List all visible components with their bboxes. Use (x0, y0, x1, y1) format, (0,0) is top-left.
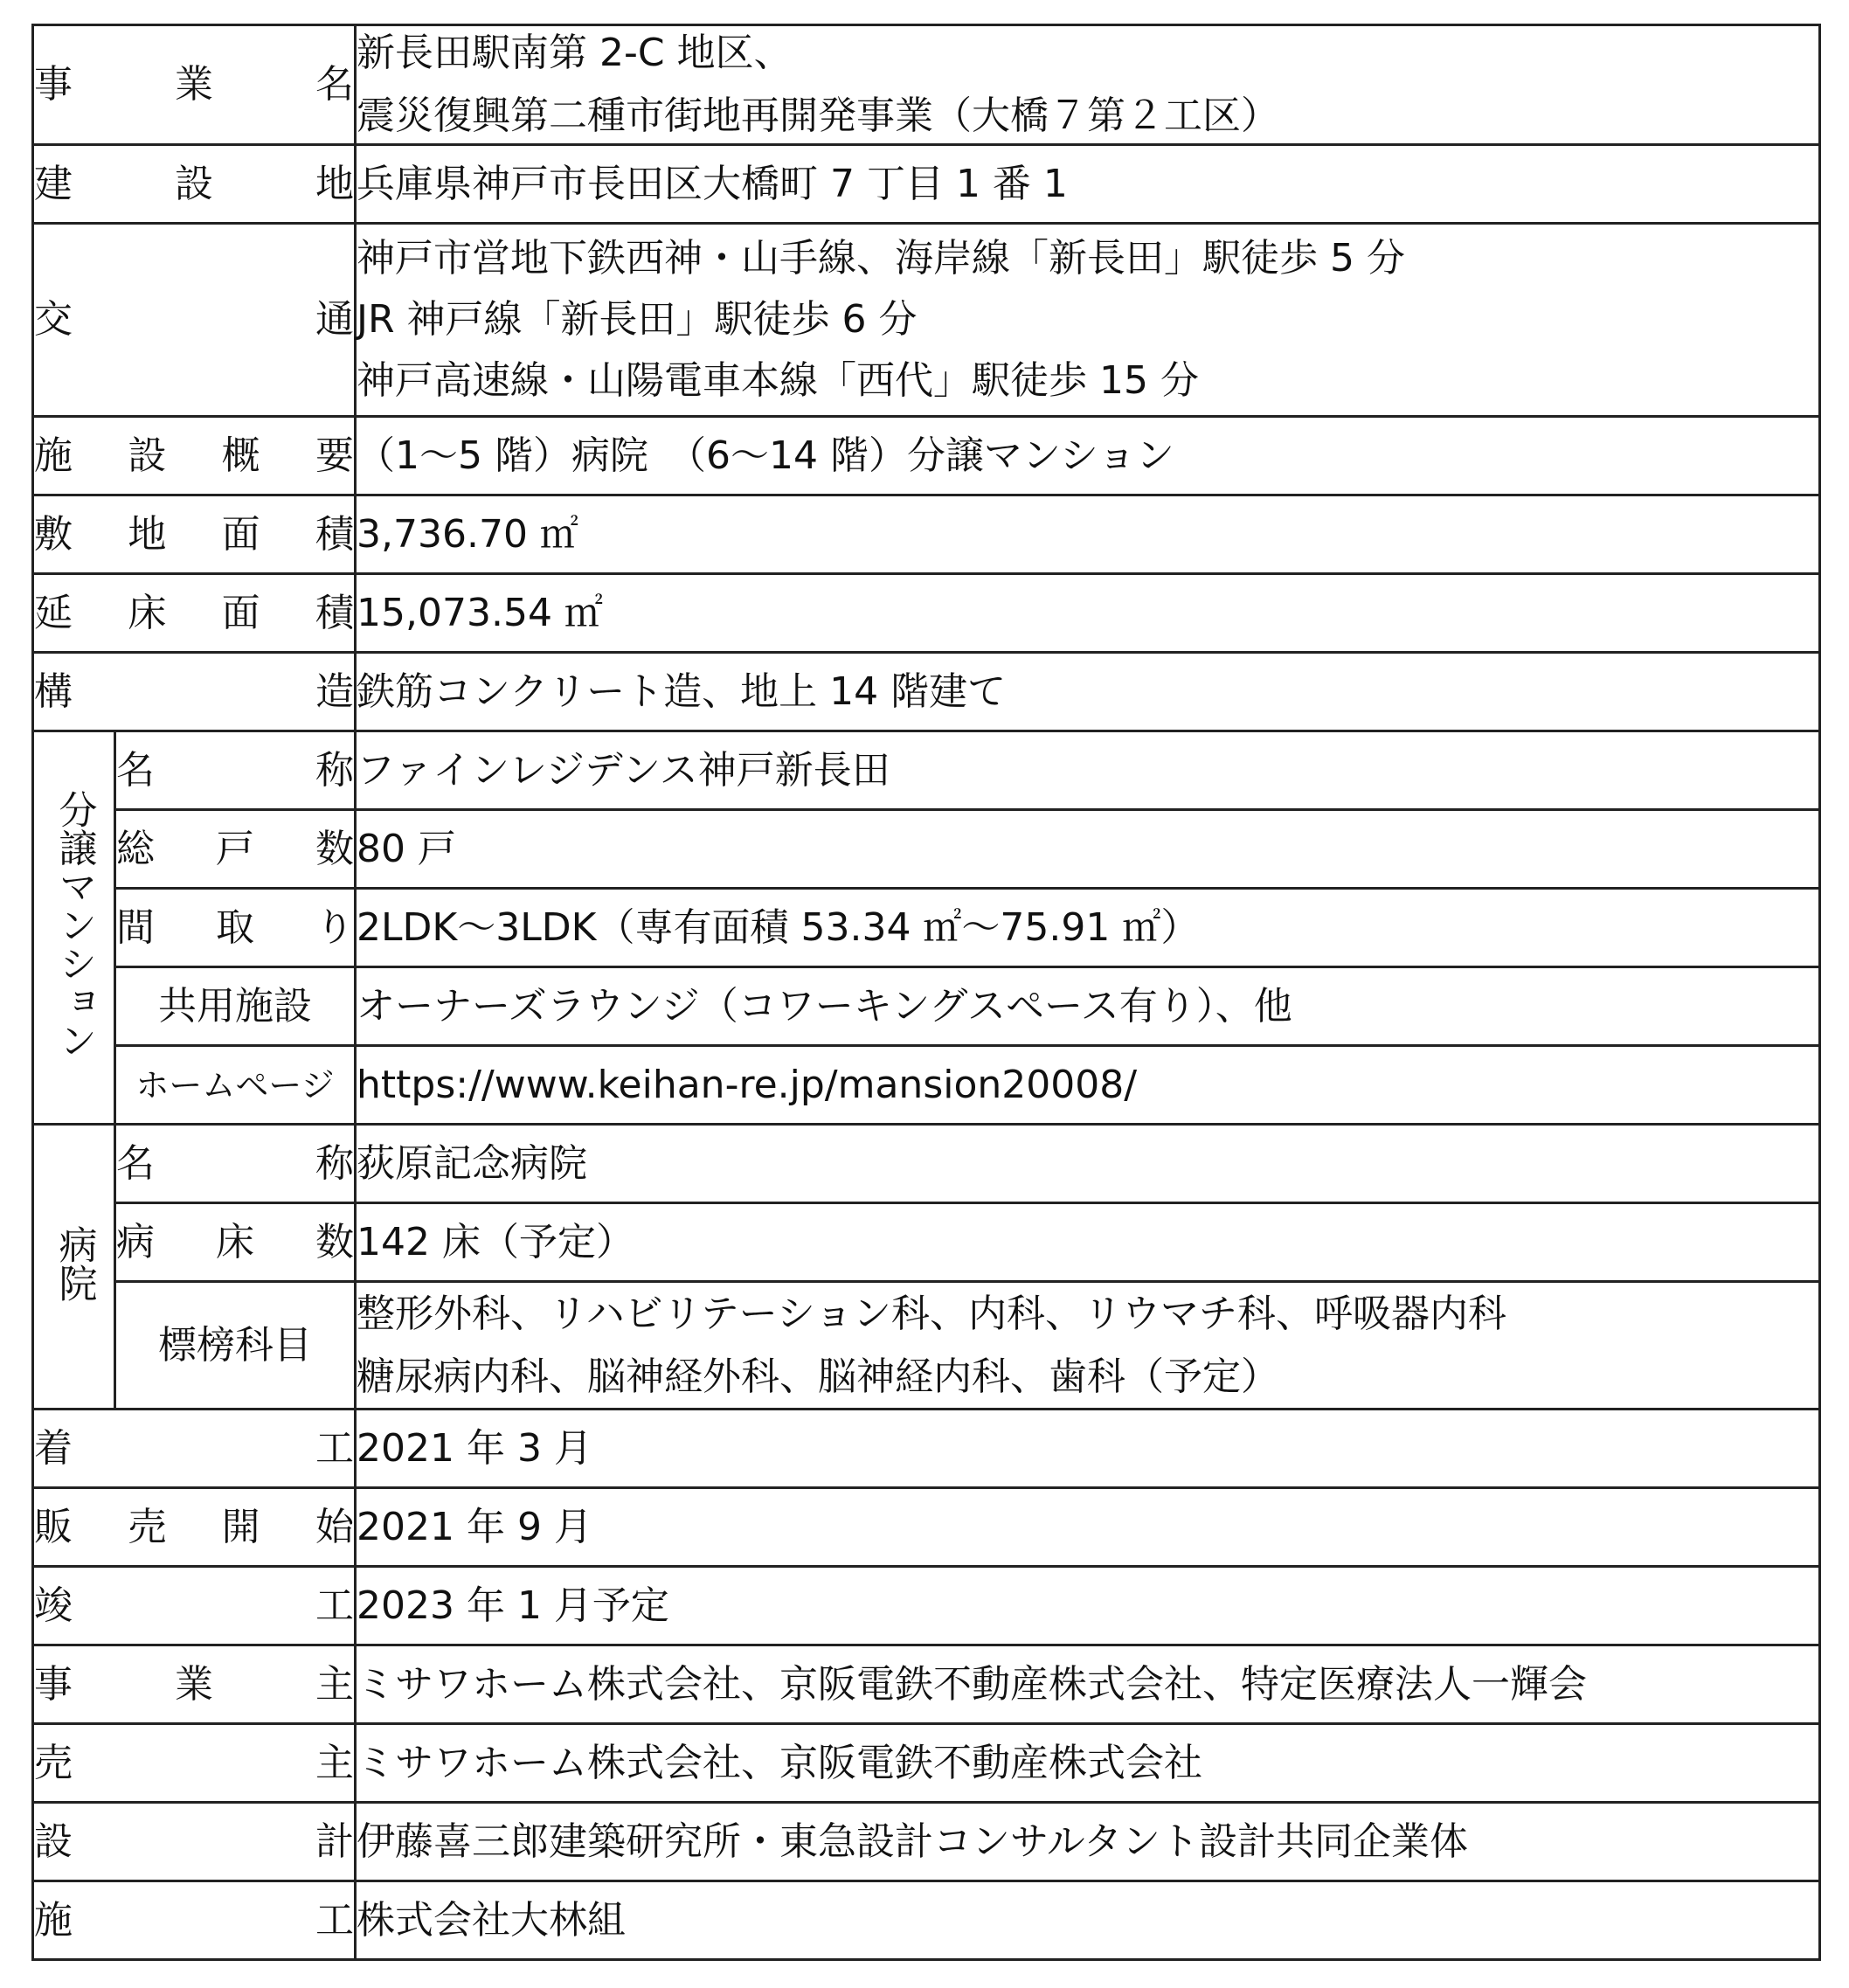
label-project-name: 事 業 名 (33, 25, 356, 145)
value-facility: （1～5 階）病院 （6～14 階）分譲マンション (356, 417, 1820, 495)
label-hospital-beds: 病 床 数 (115, 1203, 356, 1282)
row-site-area (33, 495, 1820, 574)
label-developer: 事 業 主 (33, 1645, 356, 1724)
label-construction-start: 着 工 (33, 1410, 356, 1488)
value-construction: 株式会社大林組 (356, 1881, 1820, 1960)
row-seller (33, 1724, 1820, 1803)
value-site-area: 3,736.70 ㎡ (356, 495, 1820, 574)
row-condo-homepage (33, 1046, 1820, 1125)
value-condo-layout: 2LDK～3LDK（専有面積 53.34 ㎡～75.91 ㎡） (356, 889, 1820, 967)
row-structure (33, 653, 1820, 731)
value-hospital-name: 荻原記念病院 (356, 1125, 1820, 1203)
value-developer: ミサワホーム株式会社、京阪電鉄不動産株式会社、特定医療法人一輝会 (356, 1645, 1820, 1724)
value-condo-name: ファインレジデンス神戸新長田 (356, 731, 1820, 810)
label-sales-start: 販 売 開 始 (33, 1488, 356, 1567)
value-sales-start: 2021 年 9 月 (356, 1488, 1820, 1567)
value-condo-shared: オーナーズラウンジ（コワーキングスペース有り）、他 (356, 967, 1820, 1046)
project-spec-table (31, 24, 1821, 1961)
group-label-condo: 分譲マンション (33, 731, 115, 1125)
label-condo-shared: 共用施設 (115, 967, 356, 1046)
row-floor-area (33, 574, 1820, 653)
row-sales-start (33, 1488, 1820, 1567)
row-hospital-name (33, 1125, 1820, 1203)
label-floor-area: 延 床 面 積 (33, 574, 356, 653)
value-project-name: 新長田駅南第 2-C 地区、 震災復興第二種市街地再開発事業（大橋７第２工区） (356, 25, 1820, 145)
row-construction-start (33, 1410, 1820, 1488)
row-developer (33, 1645, 1820, 1724)
label-construction: 施 工 (33, 1881, 356, 1960)
row-facility (33, 417, 1820, 495)
label-structure: 構 造 (33, 653, 356, 731)
label-condo-name: 名 称 (115, 731, 356, 810)
row-condo-shared (33, 967, 1820, 1046)
value-structure: 鉄筋コンクリート造、地上 14 階建て (356, 653, 1820, 731)
row-transport (33, 224, 1820, 417)
value-hospital-departments: 整形外科、リハビリテーション科、内科、リウマチ科、呼吸器内科 糖尿病内科、脳神経外科、脳神経内科、歯科（予定） (356, 1282, 1820, 1410)
label-completion: 竣 工 (33, 1567, 356, 1645)
value-floor-area: 15,073.54 ㎡ (356, 574, 1820, 653)
row-completion (33, 1567, 1820, 1645)
value-construction-start: 2021 年 3 月 (356, 1410, 1820, 1488)
label-design: 設 計 (33, 1803, 356, 1881)
label-site-area: 敷 地 面 積 (33, 495, 356, 574)
row-design (33, 1803, 1820, 1881)
row-condo-name (33, 731, 1820, 810)
homepage-link[interactable]: https://www.keihan-re.jp/mansion20008/ (356, 1046, 1820, 1125)
value-hospital-beds: 142 床（予定） (356, 1203, 1820, 1282)
row-hospital-departments (33, 1282, 1820, 1410)
value-transport: 神戸市営地下鉄西神・山手線、海岸線「新長田」駅徒歩 5 分 JR 神戸線「新長田」駅徒歩 6 分 神戸高速線・山陽電車本線「西代」駅徒歩 15 分 (356, 224, 1820, 417)
value-seller: ミサワホーム株式会社、京阪電鉄不動産株式会社 (356, 1724, 1820, 1803)
value-site: 兵庫県神戸市長田区大橋町 7 丁目 1 番 1 (356, 145, 1820, 224)
label-hospital-name: 名 称 (115, 1125, 356, 1203)
label-condo-units: 総 戸 数 (115, 810, 356, 889)
label-condo-layout: 間 取 り (115, 889, 356, 967)
value-condo-units: 80 戸 (356, 810, 1820, 889)
label-seller: 売 主 (33, 1724, 356, 1803)
label-hospital-departments: 標榜科目 (115, 1282, 356, 1410)
row-condo-units (33, 810, 1820, 889)
label-site: 建 設 地 (33, 145, 356, 224)
label-condo-homepage: ホームページ (115, 1046, 356, 1125)
value-completion: 2023 年 1 月予定 (356, 1567, 1820, 1645)
row-site (33, 145, 1820, 224)
row-construction (33, 1881, 1820, 1960)
row-project-name (33, 25, 1820, 145)
value-design: 伊藤喜三郎建築研究所・東急設計コンサルタント設計共同企業体 (356, 1803, 1820, 1881)
label-facility: 施 設 概 要 (33, 417, 356, 495)
group-label-hospital: 病院 (33, 1125, 115, 1410)
row-hospital-beds (33, 1203, 1820, 1282)
row-condo-layout (33, 889, 1820, 967)
label-transport: 交 通 (33, 224, 356, 417)
